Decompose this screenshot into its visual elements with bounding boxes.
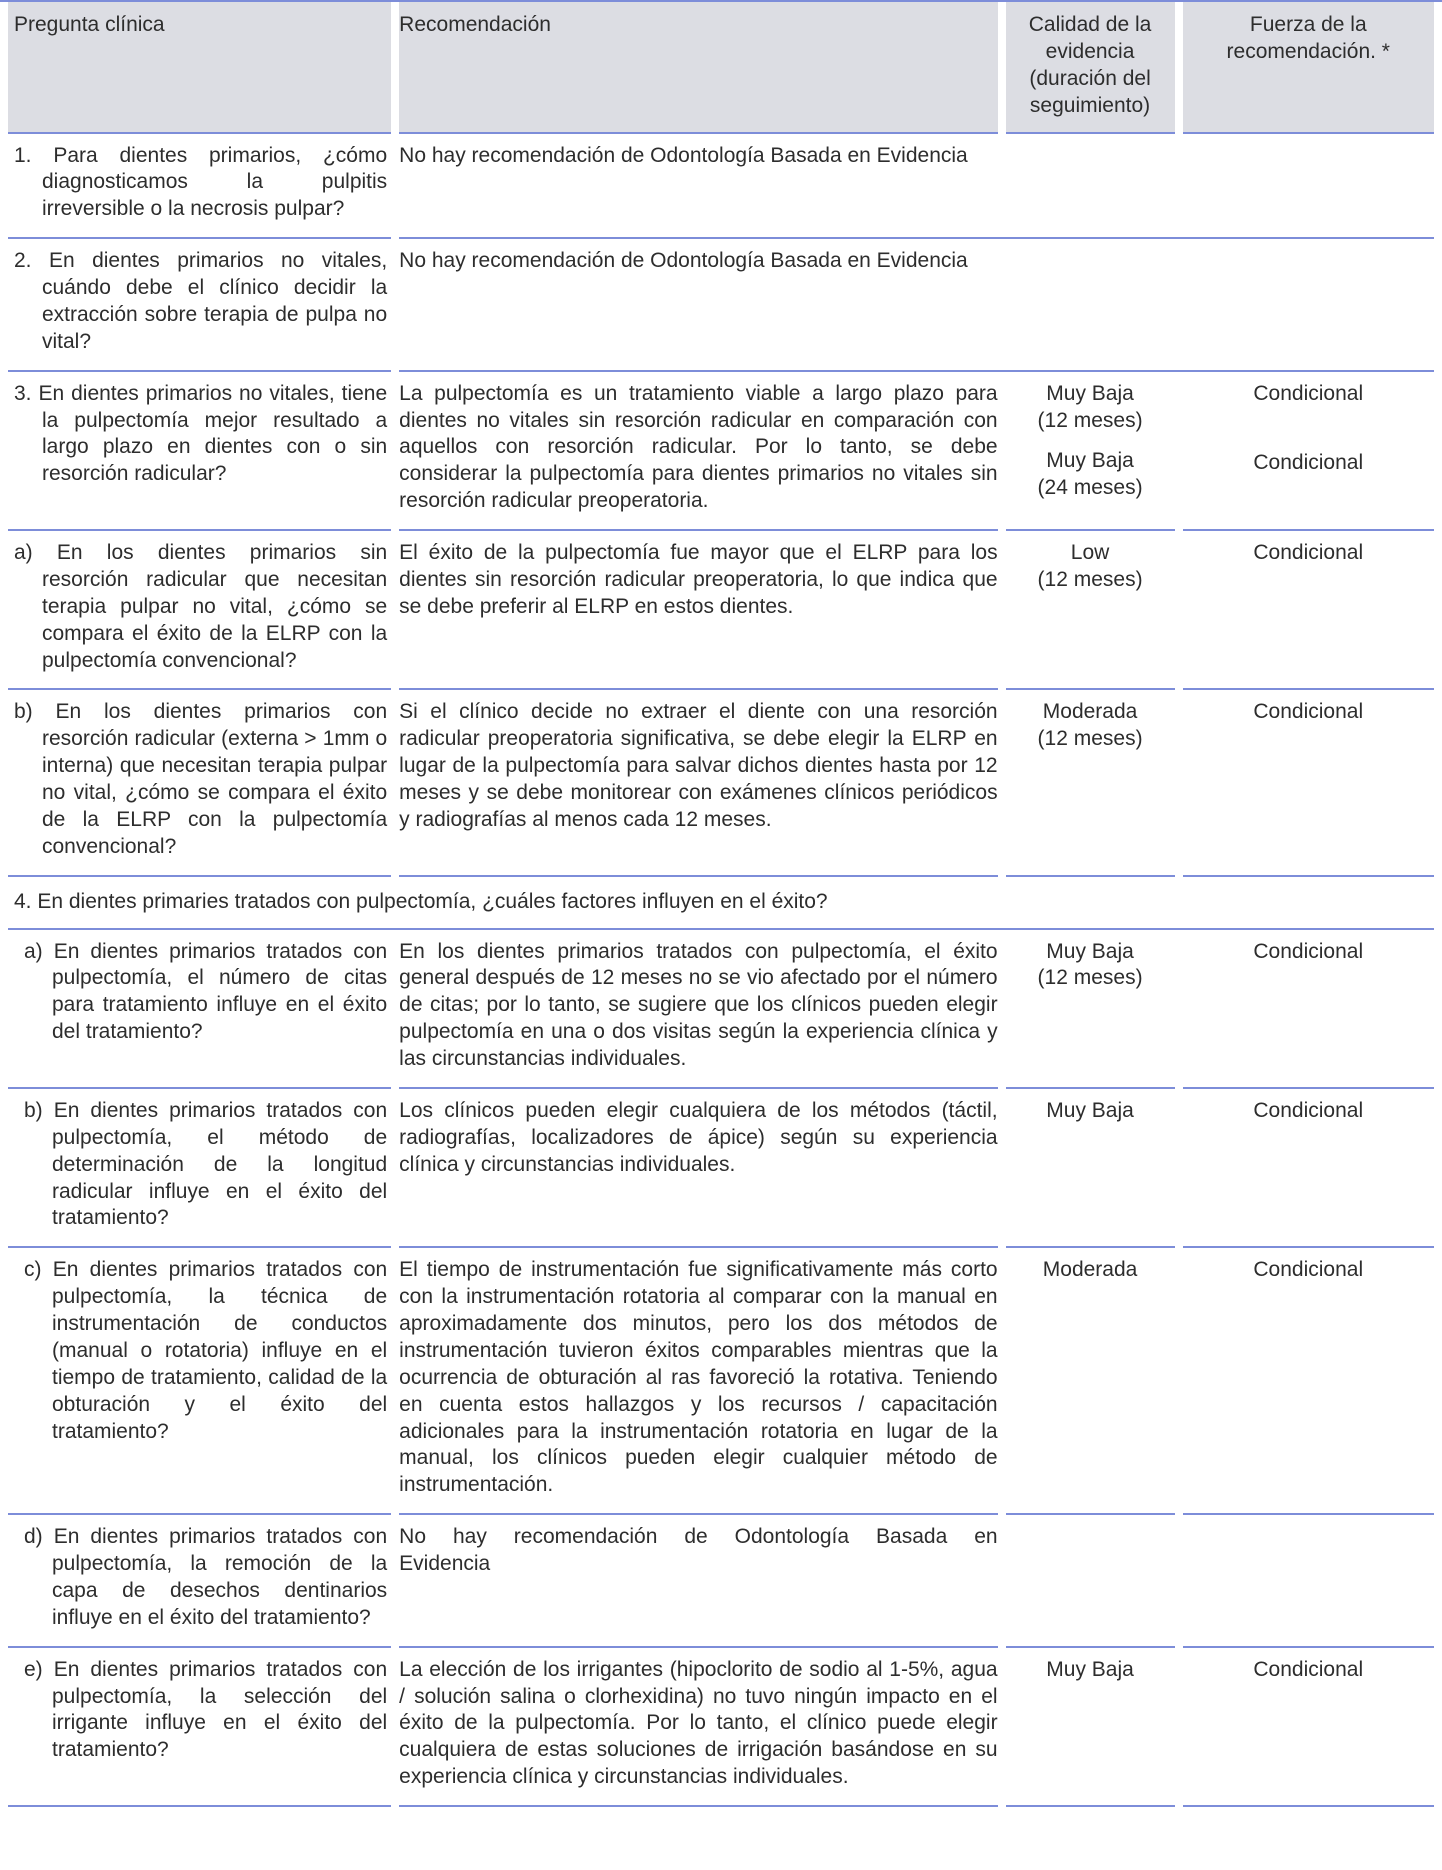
strength-value: Condicional xyxy=(1253,381,1364,405)
strength-cell-3 xyxy=(1183,372,1434,531)
recommendation-cell-4d xyxy=(399,1515,997,1648)
question-cell-a xyxy=(8,531,391,690)
table-row xyxy=(8,690,1434,876)
strength-cell-4d xyxy=(1183,1515,1434,1648)
table-row xyxy=(8,531,1434,690)
question-number: c) xyxy=(24,1258,42,1282)
strength-value: Condicional xyxy=(1253,1657,1364,1681)
header-clinical-question xyxy=(8,2,391,134)
table-row xyxy=(8,239,1434,372)
section-question-4: 4. En dientes primaries tratados con pulpectomía, ¿cuáles factores influyen en el éxito? xyxy=(8,877,1434,930)
strength-value: Condicional xyxy=(1253,1258,1364,1282)
evidence-cell-4c xyxy=(1006,1248,1175,1515)
strength-cell-4b xyxy=(1183,1089,1434,1248)
question-number: a) xyxy=(24,939,43,963)
evidence-cell-4e xyxy=(1006,1648,1175,1807)
question-number: 1. xyxy=(14,143,32,167)
question-text: Para dientes primarios, ¿cómo diagnosticamos la pulpitis irreversible o la necrosis pulpar? xyxy=(42,143,388,221)
evidence-entry xyxy=(1006,448,1175,502)
strength-cell-4a xyxy=(1183,930,1434,1089)
question-cell-2 xyxy=(8,239,391,372)
table-row xyxy=(8,372,1434,531)
header-clinical-question-label: Pregunta clínica xyxy=(14,13,165,36)
header-recommendation-strength xyxy=(1183,2,1434,134)
question-cell-4c xyxy=(8,1248,391,1515)
question-text: En dientes primarios tratados con pulpectomía, la remoción de la capa de desechos dentinarios influye en el éxito del tratamiento? xyxy=(52,1525,388,1629)
evidence-cell-a xyxy=(1006,531,1175,690)
question-cell-b xyxy=(8,690,391,876)
recommendation-cell-4a: En los dientes primarios tratados con pulpectomía, el éxito general después de 12 meses no se vio afectado por el número de citas; por lo tanto, se sugiere que los clínicos pueden elegir pulpectomía en una o dos visitas según la experiencia clínica y las circunstancias individuales. xyxy=(399,930,997,1089)
question-number: 3. xyxy=(14,381,32,405)
evidence-level: Muy Baja xyxy=(1046,939,1134,963)
evidence-entry xyxy=(1006,939,1175,993)
question-number: e) xyxy=(24,1657,43,1681)
evidence-entry xyxy=(1006,540,1175,594)
evidence-duration: (12 meses) xyxy=(1037,966,1143,990)
strength-value: Condicional xyxy=(1253,541,1364,564)
strength-value: Condicional xyxy=(1253,450,1364,474)
evidence-entry xyxy=(1006,381,1175,435)
recommendation-cell-4b: Los clínicos pueden elegir cualquiera de los métodos (táctil, radiografías, localizadores de ápice) según su experiencia clínica y circunstancias individuales. xyxy=(399,1089,997,1248)
question-number: 2. xyxy=(14,249,32,273)
recommendation-cell-4e: La elección de los irrigantes (hipoclorito de sodio al 1-5%, agua / solución salina o clorhexidina) no tuvo ningún impacto en el éxito de la pulpectomía. Por lo tanto, el clínico puede elegir cualquiera de estas soluciones de irrigación basándose en su experiencia clínica y circunstancias individuales. xyxy=(399,1648,997,1807)
evidence-duration: (24 meses) xyxy=(1037,476,1143,500)
evidence-level: Low xyxy=(1070,541,1110,564)
question-cell-1 xyxy=(8,134,391,240)
question-text: En dientes primarios no vitales, cuándo debe el clínico decidir la extracción sobre terapia de pulpa no vital? xyxy=(42,249,388,353)
question-text: En los dientes primarios sin resorción radicular que necesitan terapia pulpar no vital, ¿cómo se compara el éxito de la ELRP con la pulpectomía convencional? xyxy=(42,541,388,672)
header-recommendation xyxy=(399,2,997,134)
header-recommendation-label: Recomendación xyxy=(399,13,551,36)
question-number: b) xyxy=(14,700,33,724)
question-text: En dientes primarios tratados con pulpectomía, el número de citas para tratamiento influye en el éxito del tratamiento? xyxy=(52,939,388,1044)
question-cell-3 xyxy=(8,372,391,531)
table-row xyxy=(8,134,1434,240)
question-text: En los dientes primarios con resorción radicular (externa > 1mm o interna) que necesitan terapia pulpar no vital, ¿cómo se compara el éxito de la ELRP con la pulpectomía convencional? xyxy=(42,700,388,858)
strength-cell-4e xyxy=(1183,1648,1434,1807)
recommendation-cell-4c: El tiempo de instrumentación fue significativamente más corto con la instrumentación rotatoria al comparar con la manual en aproximadamente dos minutos, pero los dos métodos de instrumentación tuvieron éxitos comparables mientras que la ocurrencia de obturación al ras favoreció la rotativa. Teniendo en cuenta estos hallazgos y los recursos / capacitación adicionales para la instrumentación rotatoria en lugar de la manual, los clínicos pueden elegir cualquier método de instrumentación. xyxy=(399,1248,997,1515)
question-number: d) xyxy=(24,1525,43,1549)
strength-value: Condicional xyxy=(1253,1098,1364,1122)
question-cell-4e xyxy=(8,1648,391,1807)
evidence-level: Muy Baja xyxy=(1046,1657,1134,1681)
recommendation-line: Evidencia xyxy=(399,1552,491,1575)
evidence-level: Muy Baja xyxy=(1046,1098,1134,1122)
evidence-cell-4b xyxy=(1006,1089,1175,1248)
recommendation-cell-a: El éxito de la pulpectomía fue mayor que el ELRP para los dientes sin resorción radicular preoperatoria, lo que indica que se debe preferir al ELRP en estos dientes. xyxy=(399,531,997,690)
evidence-entry xyxy=(1006,1098,1175,1125)
evidence-level: Moderada xyxy=(1042,1258,1138,1282)
table-row xyxy=(8,930,1434,1089)
strength-cell-a xyxy=(1183,531,1434,690)
question-number: b) xyxy=(24,1098,43,1122)
question-cell-4b xyxy=(8,1089,391,1248)
question-text: En dientes primarios tratados con pulpectomía, la selección del irrigante influye en el éxito del tratamiento? xyxy=(52,1657,388,1762)
recommendation-cell-2: No hay recomendación de Odontología Basada en Evidencia xyxy=(399,239,1434,372)
question-text: En dientes primarios tratados con pulpectomía, la técnica de instrumentación de conductos (manual o rotatoria) influye en el tiempo de tratamiento, calidad de la obturación y el éxito del tratamiento? xyxy=(52,1258,388,1443)
strength-cell-4c xyxy=(1183,1248,1434,1515)
evidence-duration: (12 meses) xyxy=(1037,727,1143,751)
evidence-entry xyxy=(1006,699,1175,753)
table-row xyxy=(8,1648,1434,1807)
table-row xyxy=(8,1089,1434,1248)
header-evidence-quality xyxy=(1006,2,1175,134)
evidence-entry xyxy=(1006,1657,1175,1684)
evidence-cell-b xyxy=(1006,690,1175,876)
evidence-level: Moderada xyxy=(1042,700,1138,724)
strength-value: Condicional xyxy=(1253,700,1364,724)
table-header xyxy=(8,2,1434,134)
recommendation-cell-b: Si el clínico decide no extraer el diente con una resorción radicular preoperatoria significativa, se debe elegir la ELRP en lugar de la pulpectomía para salvar dichos dientes hasta por 12 meses y se debe monitorear con exámenes clínicos periódicos y radiografías al menos cada 12 meses. xyxy=(399,690,997,876)
header-recommendation-strength-label: Fuerza de la recomendación. * xyxy=(1226,13,1390,63)
evidence-level: Muy Baja xyxy=(1046,381,1134,405)
evidence-cell-3 xyxy=(1006,372,1175,531)
evidence-cell-4a xyxy=(1006,930,1175,1089)
recommendation-cell-1: No hay recomendación de Odontología Basada en Evidencia xyxy=(399,134,1434,240)
question-text: En dientes primarios tratados con pulpectomía, el método de determinación de la longitud radicular influye en el éxito del tratamiento? xyxy=(52,1098,388,1230)
strength-cell-b xyxy=(1183,690,1434,876)
evidence-level: Muy Baja xyxy=(1046,449,1134,473)
strength-value: Condicional xyxy=(1253,939,1364,963)
table-row xyxy=(8,1515,1434,1648)
recommendation-line: No hay recomendación de Odontología Basada en xyxy=(399,1525,998,1549)
table-row xyxy=(8,1248,1434,1515)
evidence-duration: (12 meses) xyxy=(1037,408,1143,432)
header-evidence-quality-label: Calidad de la evidencia (duración del seguimiento) xyxy=(1028,13,1152,117)
question-cell-4a xyxy=(8,930,391,1089)
evidence-cell-4d xyxy=(1006,1515,1175,1648)
evidence-duration: (12 meses) xyxy=(1037,567,1143,591)
recommendation-cell-3: La pulpectomía es un tratamiento viable a largo plazo para dientes no vitales sin resorción radicular en comparación con aquellos con resorción radicular. Por lo tanto, se debe considerar la pulpectomía para dientes primarios no vitales sin resorción radicular preoperatoria. xyxy=(399,372,997,531)
table-row-section xyxy=(8,877,1434,930)
evidence-entry xyxy=(1006,1257,1175,1284)
question-text: En dientes primarios no vitales, tiene la pulpectomía mejor resultado a largo plazo en dientes con o sin resorción radicular? xyxy=(38,381,388,486)
question-number: a) xyxy=(14,541,33,564)
question-cell-4d xyxy=(8,1515,391,1648)
